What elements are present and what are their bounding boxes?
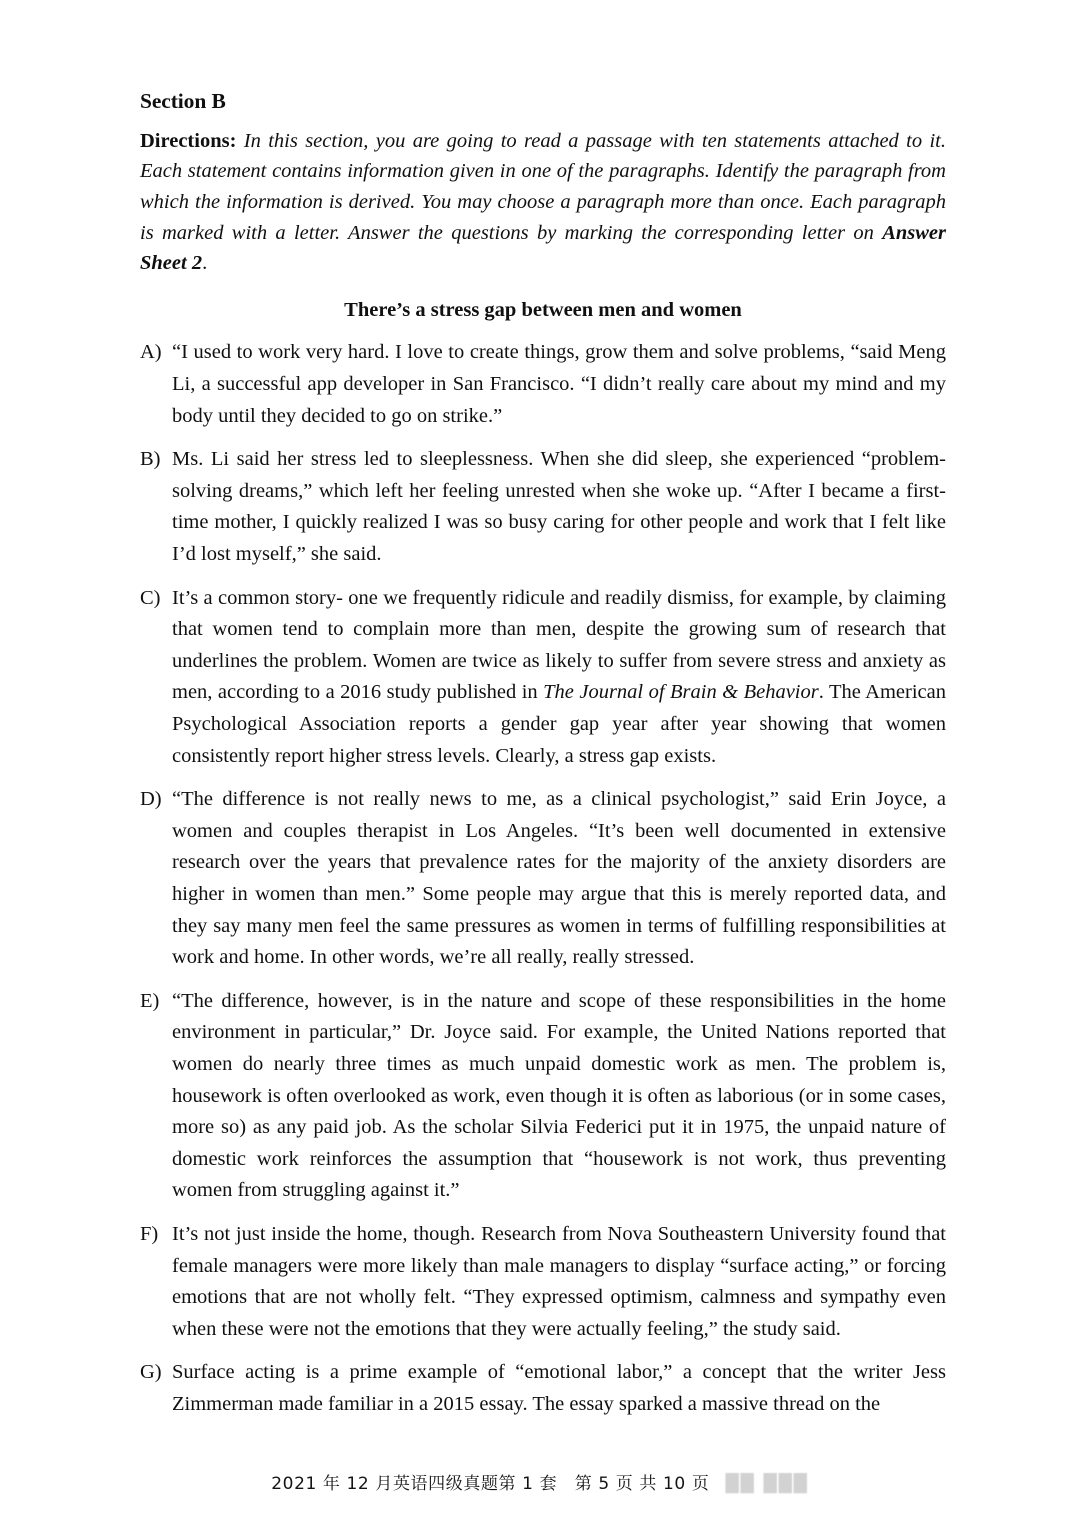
answer-sheet-reference: Answer Sheet 2: [140, 221, 946, 275]
journal-title-italic: The Journal of Brain & Behavior: [543, 681, 819, 704]
paragraph-marker: F): [140, 1222, 159, 1245]
passage-title: There’s a stress gap between men and women: [344, 298, 742, 321]
passage-paragraph-b: [140, 444, 946, 570]
paragraph-text: Ms. Li said her stress led to sleeplessness. When she did sleep, she experienced “problem-solving dreams,” which left her feeling unrested when she woke up. “After I became a first-time mother, I quickly realized I was so busy caring for other people and work that I felt like I’d lost myself,” she said.: [172, 448, 946, 566]
paragraph-text: [172, 583, 946, 773]
passage-paragraph-c: [140, 583, 946, 773]
paragraph-text: “The difference is not really news to me, as a clinical psychologist,” said Erin Joyce, a women and couples therapist in Los Angeles. “It’s been well documented in extensive research over the years that prevalence rates for the majority of the anxiety disorders are higher in women than men.” Some people may argue that this is merely reported data, and they say many men feel the same pressures as women in terms of fulfilling responsibilities at work and home. In other words, we’re all really, really stressed.: [172, 788, 946, 969]
page-content: [140, 88, 946, 1420]
paragraph-text-segment: . The American Psychological Association reports a gender gap year after year showing that women consistently report higher stress levels. Clearly, a stress gap exists.: [172, 681, 946, 767]
paragraph-marker: D): [140, 788, 162, 811]
passage-paragraph-g: [140, 1357, 946, 1420]
footer-watermark: ██ ███: [725, 1474, 809, 1494]
paragraph-text: “I used to work very hard. I love to create things, grow them and solve problems, “said Meng Li, a successful app developer in San Francisco. “I didn’t really care about my mind and my body until they decided to go on strike.”: [172, 341, 946, 427]
paragraph-text: Surface acting is a prime example of “emotional labor,” a concept that the writer Jess Zimmerman made familiar in a 2015 essay. The essay sparked a massive thread on the: [172, 1361, 946, 1415]
paragraph-marker: G): [140, 1361, 162, 1384]
passage-paragraph-e: [140, 986, 946, 1207]
section-heading: Section B: [140, 89, 226, 113]
paragraph-marker: B): [140, 448, 161, 471]
paragraph-text-segment: It’s a common story- one we frequently ridicule and readily dismiss, for example, by claiming that women tend to complain more than men, despite the growing sum of research that underlines the problem. Women are twice as likely to suffer from severe stress and anxiety as men, according to a 2016 study published in: [172, 586, 946, 704]
directions-text: In this section, you are going to read a passage with ten statements attached to it. Each statement contains information given in one of the paragraphs. Identify the paragraph from which the information is derived. You may choose a paragraph more than once. Each paragraph is marked with a letter. Answer the questions by marking the corresponding letter on: [140, 129, 946, 244]
directions-block: [140, 126, 946, 279]
directions-period: .: [202, 252, 208, 275]
page-footer: [0, 1471, 1080, 1497]
directions-label: Directions:: [140, 129, 237, 152]
paragraph-text: “The difference, however, is in the nature and scope of these responsibilities in the home environment in particular,” Dr. Joyce said. For example, the United Nations reported that women do nearly three times as much unpaid domestic work as men. The problem is, housework is often overlooked as work, even though it is often as laborious (or in some cases, more so) as any paid job. As the scholar Silvia Federici put it in 1975, the unpaid nature of domestic work reinforces the assumption that “housework is not work, thus preventing women from struggling against it.”: [172, 989, 946, 1202]
paragraph-text: It’s not just inside the home, though. Research from Nova Southeastern University found that female managers were more likely than male managers to display “surface acting,” or forcing emotions that are not wholly felt. “They expressed optimism, calmness and sympathy even when these were not the emotions that they were actually feeling,” the study said.: [172, 1222, 946, 1340]
passage-paragraph-a: [140, 337, 946, 432]
paragraph-marker: E): [140, 989, 160, 1012]
passage-paragraph-f: [140, 1219, 946, 1345]
paragraph-marker: A): [140, 341, 162, 364]
passage-paragraph-d: [140, 784, 946, 974]
paragraph-marker: C): [140, 586, 161, 609]
footer-text: 2021 年 12 月英语四级真题第 1 套 第 5 页 共 10 页: [271, 1474, 710, 1494]
